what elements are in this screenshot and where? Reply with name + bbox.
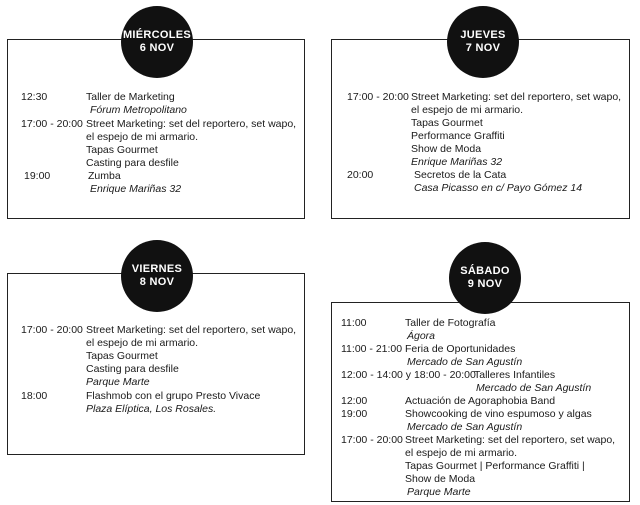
event-location: Mercado de San Agustín bbox=[407, 356, 523, 368]
event-title: Secretos de la Cata bbox=[414, 169, 507, 181]
event-time: 17:00 - 20:00 bbox=[347, 91, 409, 103]
day-name: MIÉRCOLES bbox=[122, 29, 192, 41]
event-time: 11:00 - 21:00 bbox=[341, 343, 403, 355]
event-time: 12:00 - 14:00 y 18:00 - 20:00 bbox=[341, 369, 476, 381]
event-title: Show de Moda bbox=[405, 473, 476, 485]
event-time: 18:00 bbox=[21, 390, 48, 402]
event-title: Talleres Infantiles bbox=[474, 369, 556, 381]
event-title: Performance Graffiti bbox=[411, 130, 505, 142]
event-title: Tapas Gourmet bbox=[86, 350, 158, 362]
event-time: 11:00 bbox=[341, 317, 367, 329]
event-time: 17:00 - 20:00 bbox=[341, 434, 403, 446]
event-time: 17:00 - 20:00 bbox=[21, 324, 83, 336]
event-location: Mercado de San Agustín bbox=[407, 421, 523, 433]
event-title: el espejo de mi armario. bbox=[86, 337, 199, 349]
event-title: Tapas Gourmet | Performance Graffiti | bbox=[405, 460, 585, 472]
event-title: Casting para desfile bbox=[86, 363, 179, 375]
event-title: Street Marketing: set del reportero, set wapo, bbox=[405, 434, 616, 446]
event-title: Tapas Gourmet bbox=[86, 144, 158, 156]
event-title: el espejo de mi armario. bbox=[411, 104, 524, 116]
day-badge-jueves bbox=[447, 6, 519, 78]
event-title: Taller de Marketing bbox=[86, 91, 175, 103]
event-location: Fórum Metropolitano bbox=[90, 104, 187, 116]
event-title: Tapas Gourmet bbox=[411, 117, 483, 129]
event-title: Zumba bbox=[88, 170, 121, 182]
day-name: SÁBADO bbox=[460, 265, 510, 277]
event-location: Parque Marte bbox=[407, 486, 471, 498]
event-title: Feria de Oportunidades bbox=[405, 343, 516, 355]
event-title: el espejo de mi armario. bbox=[405, 447, 518, 459]
event-location: Casa Picasso en c/ Payo Gómez 14 bbox=[414, 182, 583, 194]
event-title: Casting para desfile bbox=[86, 157, 179, 169]
day-date: 8 NOV bbox=[139, 276, 175, 288]
event-time: 19:00 bbox=[24, 170, 51, 182]
event-location: Ágora bbox=[407, 330, 436, 342]
event-time: 19:00 bbox=[341, 408, 368, 420]
event-title: Showcooking de vino espumoso y algas bbox=[405, 408, 592, 420]
event-time: 12:30 bbox=[21, 91, 48, 103]
event-title: Street Marketing: set del reportero, set wapo, bbox=[86, 118, 297, 130]
event-title: Show de Moda bbox=[411, 143, 482, 155]
event-time: 17:00 - 20:00 bbox=[21, 118, 83, 130]
event-title: Taller de Fotografía bbox=[405, 317, 496, 329]
event-location: Enrique Mariñas 32 bbox=[411, 156, 503, 168]
event-title: el espejo de mi armario. bbox=[86, 131, 199, 143]
event-title: Street Marketing: set del reportero, set wapo, bbox=[86, 324, 297, 336]
day-badge-viernes bbox=[121, 240, 193, 312]
event-location: Enrique Mariñas 32 bbox=[90, 183, 182, 195]
event-location: Mercado de San Agustín bbox=[476, 382, 592, 394]
day-badge-miercoles bbox=[121, 6, 193, 78]
event-title: Actuación de Agoraphobia Band bbox=[405, 395, 556, 407]
day-name: VIERNES bbox=[131, 263, 183, 275]
day-date: 6 NOV bbox=[139, 42, 175, 54]
event-title: Flashmob con el grupo Presto Vivace bbox=[86, 390, 261, 402]
event-location: Parque Marte bbox=[86, 376, 150, 388]
day-name: JUEVES bbox=[460, 29, 506, 41]
event-time: 20:00 bbox=[347, 169, 374, 181]
event-location: Plaza Elíptica, Los Rosales. bbox=[86, 403, 217, 415]
event-title: Street Marketing: set del reportero, set wapo, bbox=[411, 91, 622, 103]
day-badge-sabado bbox=[449, 242, 521, 314]
day-date: 9 NOV bbox=[467, 278, 503, 290]
event-time: 12:00 bbox=[341, 395, 368, 407]
day-date: 7 NOV bbox=[465, 42, 501, 54]
